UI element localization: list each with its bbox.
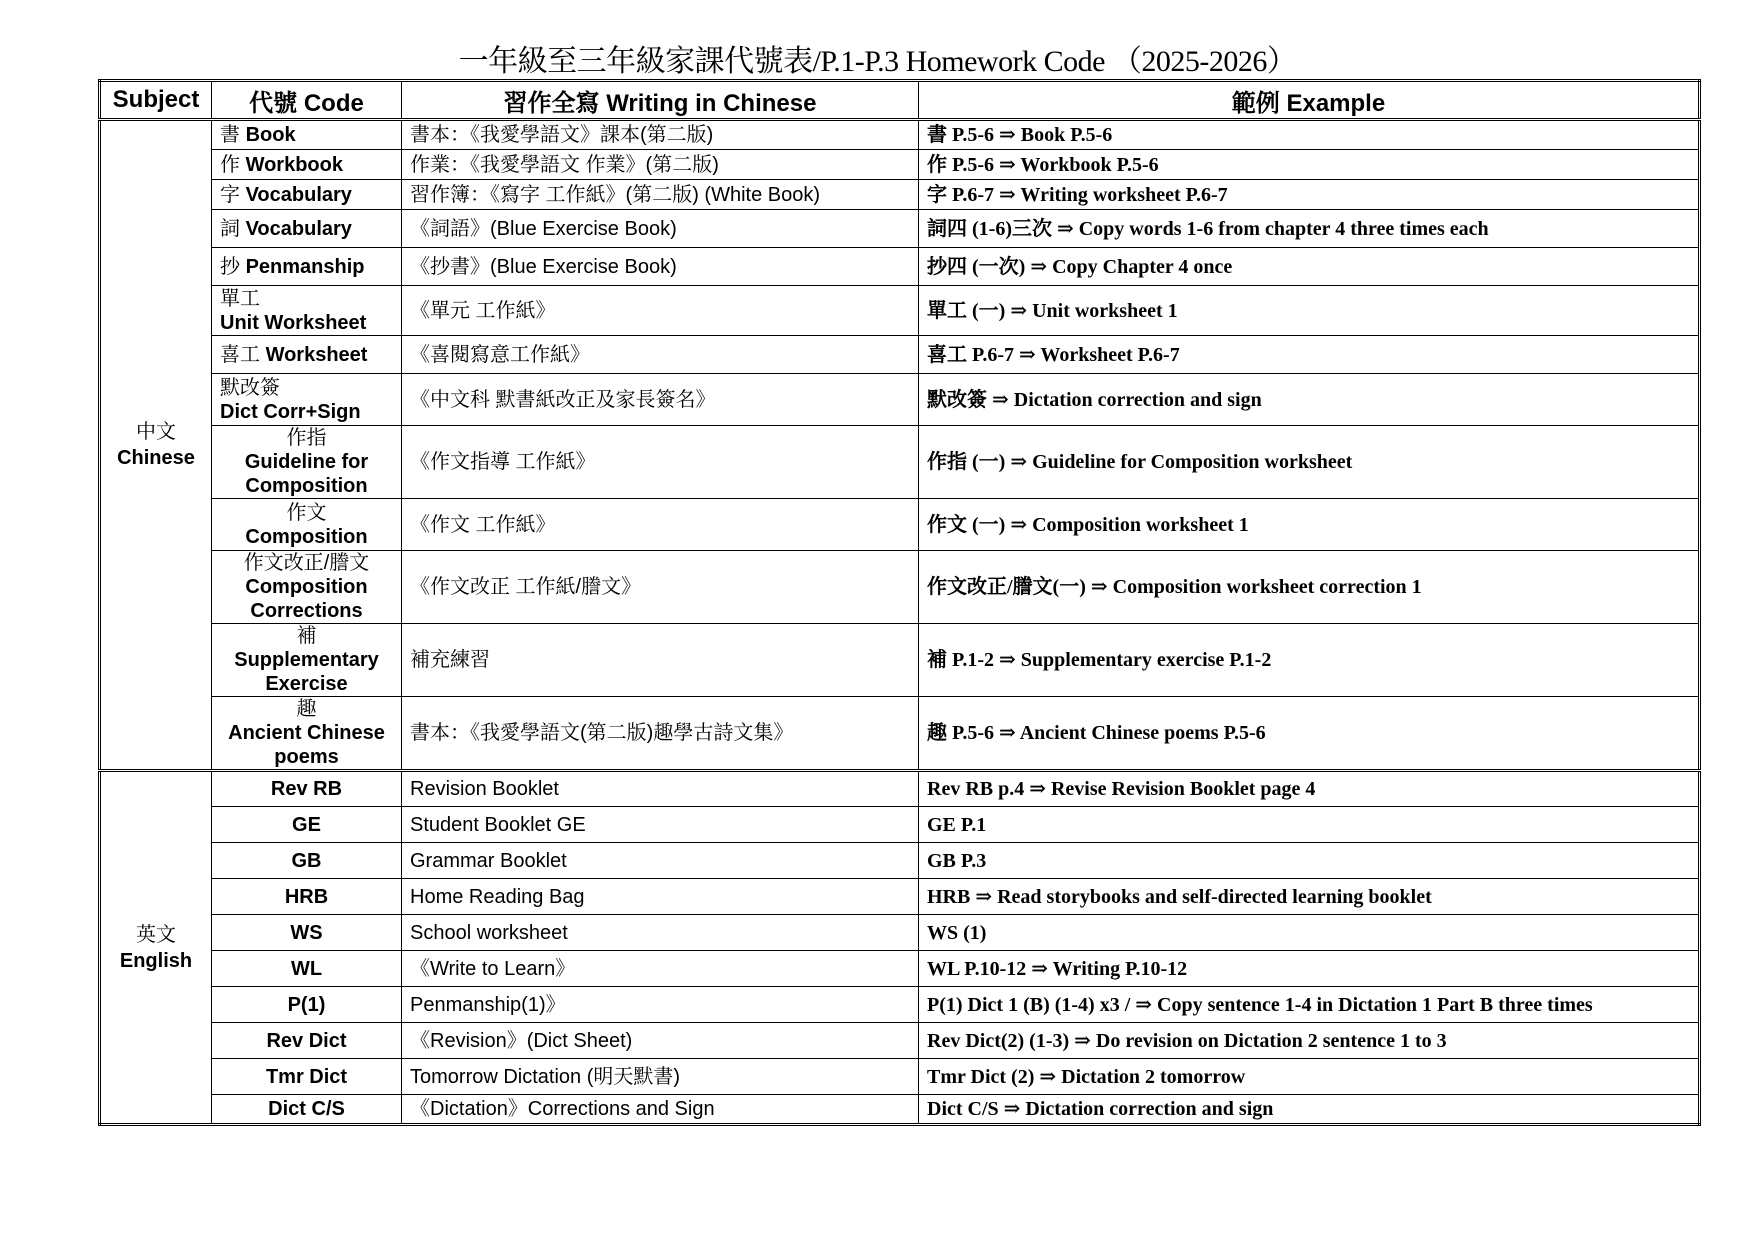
header-writing: 習作全寫 Writing in Chinese: [402, 81, 919, 120]
writing-cell: 《喜閱寫意工作紙》: [402, 336, 919, 374]
writing-cell: 《中文科 默書紙改正及家長簽名》: [402, 374, 919, 426]
table-row: [100, 210, 1700, 248]
example-cell: 書 P.5-6 ⇒ Book P.5-6: [919, 120, 1700, 150]
code-cell: Dict C/S: [212, 1095, 402, 1125]
example-cell: WS (1): [919, 915, 1700, 951]
example-cell: HRB ⇒ Read storybooks and self-directed learning booklet: [919, 879, 1700, 915]
writing-cell: School worksheet: [402, 915, 919, 951]
example-cell: Rev RB p.4 ⇒ Revise Revision Booklet page 4: [919, 771, 1700, 807]
subject-label-zh: 中文: [136, 421, 176, 443]
example-cell: 作文改正/謄文(一) ⇒ Composition worksheet correction 1: [919, 551, 1700, 624]
example-cell: 默改簽 ⇒ Dictation correction and sign: [919, 374, 1700, 426]
code-cell: [212, 499, 402, 551]
table-row: [100, 951, 1700, 987]
code-zh: 書: [220, 124, 240, 146]
code-cell: Tmr Dict: [212, 1059, 402, 1095]
writing-cell: Penmanship(1)》: [402, 987, 919, 1023]
writing-cell: 書本：《我愛學語文》課本(第二版): [402, 120, 919, 150]
writing-cell: 《單元 工作紙》: [402, 286, 919, 336]
code-cell: [212, 336, 402, 374]
subject-label-en: Chinese: [117, 447, 195, 469]
code-zh: 字: [220, 183, 240, 206]
example-cell: 抄四 (一次) ⇒ Copy Chapter 4 once: [919, 248, 1700, 286]
header-row: [100, 81, 1700, 120]
code-zh: 作文改正/謄文: [243, 552, 370, 574]
code-cell: WS: [212, 915, 402, 951]
header-subject: Subject: [100, 81, 212, 120]
code-en: Supplementary Exercise: [234, 649, 379, 695]
example-cell: Rev Dict(2) (1-3) ⇒ Do revision on Dictation 2 sentence 1 to 3: [919, 1023, 1700, 1059]
code-cell: P(1): [212, 987, 402, 1023]
writing-cell: Home Reading Bag: [402, 879, 919, 915]
code-zh: 單工: [220, 287, 260, 310]
example-cell: P(1) Dict 1 (B) (1-4) x3 / ⇒ Copy sentence 1-4 in Dictation 1 Part B three times: [919, 987, 1700, 1023]
code-cell: [212, 551, 402, 624]
writing-cell: 《作文 工作紙》: [402, 499, 919, 551]
table-row: [100, 987, 1700, 1023]
code-zh: 作: [220, 153, 240, 176]
table-row: [100, 150, 1700, 180]
code-en: Penmanship: [245, 255, 365, 278]
table-row: [100, 374, 1700, 426]
code-cell: [212, 697, 402, 771]
table-row: [100, 624, 1700, 697]
writing-cell: Grammar Booklet: [402, 843, 919, 879]
code-cell: [212, 286, 402, 336]
writing-cell: Student Booklet GE: [402, 807, 919, 843]
example-cell: 作 P.5-6 ⇒ Workbook P.5-6: [919, 150, 1700, 180]
code-en: Composition Corrections: [245, 576, 368, 622]
writing-cell: 《詞語》(Blue Exercise Book): [402, 210, 919, 248]
code-cell: Rev RB: [212, 771, 402, 807]
english-section: [100, 771, 1700, 1125]
code-zh: 作文: [286, 501, 327, 524]
example-cell: GE P.1: [919, 807, 1700, 843]
example-cell: GB P.3: [919, 843, 1700, 879]
header-code: 代號 Code: [212, 81, 402, 120]
chinese-section: [100, 120, 1700, 771]
writing-cell: 《Dictation》Corrections and Sign: [402, 1095, 919, 1125]
code-cell: GE: [212, 807, 402, 843]
table-row: [100, 286, 1700, 336]
writing-cell: 補充練習: [402, 624, 919, 697]
writing-cell: 《Revision》(Dict Sheet): [402, 1023, 919, 1059]
code-cell: [212, 210, 402, 248]
table-row: [100, 180, 1700, 210]
code-zh: 作指: [286, 427, 327, 449]
table-row: [100, 1059, 1700, 1095]
code-zh: 趣: [296, 698, 317, 720]
example-cell: 單工 (一) ⇒ Unit worksheet 1: [919, 286, 1700, 336]
table-row: [100, 697, 1700, 771]
code-zh: 默改簽: [220, 376, 280, 399]
table-row: [100, 1095, 1700, 1125]
code-en: Book: [245, 124, 296, 146]
writing-cell: Revision Booklet: [402, 771, 919, 807]
table-row: [100, 426, 1700, 499]
example-cell: WL P.10-12 ⇒ Writing P.10-12: [919, 951, 1700, 987]
subject-label-en: English: [119, 949, 193, 972]
code-cell: [212, 150, 402, 180]
table-row: [100, 120, 1700, 150]
code-en: Dict Corr+Sign: [220, 400, 361, 423]
subject-label-zh: 英文: [136, 923, 176, 946]
example-cell: 作指 (一) ⇒ Guideline for Composition worksheet: [919, 426, 1700, 499]
writing-cell: 《Write to Learn》: [402, 951, 919, 987]
writing-cell: 《作文指導 工作紙》: [402, 426, 919, 499]
code-cell: [212, 374, 402, 426]
code-cell: HRB: [212, 879, 402, 915]
header-example: 範例 Example: [919, 81, 1700, 120]
example-cell: 補 P.1-2 ⇒ Supplementary exercise P.1-2: [919, 624, 1700, 697]
code-en: Worksheet: [265, 343, 368, 366]
example-cell: 字 P.6-7 ⇒ Writing worksheet P.6-7: [919, 180, 1700, 210]
code-cell: [212, 180, 402, 210]
code-zh: 補: [296, 625, 317, 647]
table-row: [100, 1023, 1700, 1059]
code-cell: Rev Dict: [212, 1023, 402, 1059]
code-en: Unit Worksheet: [220, 311, 367, 334]
code-cell: [212, 426, 402, 499]
code-en: Vocabulary: [245, 183, 352, 206]
subject-chinese: [100, 120, 212, 771]
page-title: 一年級至三年級家課代號表/P.1-P.3 Homework Code （2025-2026）: [458, 45, 1297, 78]
example-cell: 喜工 P.6-7 ⇒ Worksheet P.6-7: [919, 336, 1700, 374]
table-row: [100, 807, 1700, 843]
homework-code-table: [98, 79, 1701, 1126]
code-cell: [212, 624, 402, 697]
code-en: Ancient Chinese poems: [228, 722, 385, 768]
writing-cell: 習作簿：《寫字 工作紙》(第二版) (White Book): [402, 180, 919, 210]
writing-cell: Tomorrow Dictation (明天默書): [402, 1059, 919, 1095]
subject-english: [100, 771, 212, 1125]
writing-cell: 《作文改正 工作紙/謄文》: [402, 551, 919, 624]
example-cell: 作文 (一) ⇒ Composition worksheet 1: [919, 499, 1700, 551]
code-en: Workbook: [245, 153, 343, 176]
writing-cell: 《抄書》(Blue Exercise Book): [402, 248, 919, 286]
table-row: [100, 551, 1700, 624]
example-cell: Dict C/S ⇒ Dictation correction and sign: [919, 1095, 1700, 1125]
example-cell: 趣 P.5-6 ⇒ Ancient Chinese poems P.5-6: [919, 697, 1700, 771]
table-row: [100, 248, 1700, 286]
code-zh: 抄: [220, 255, 240, 278]
code-cell: GB: [212, 843, 402, 879]
code-zh: 詞: [220, 217, 240, 240]
code-en: Guideline for Composition: [244, 451, 369, 497]
table-row: [100, 771, 1700, 807]
example-cell: Tmr Dict (2) ⇒ Dictation 2 tomorrow: [919, 1059, 1700, 1095]
table-row: [100, 879, 1700, 915]
code-cell: [212, 120, 402, 150]
writing-cell: 作業：《我愛學語文 作業》(第二版): [402, 150, 919, 180]
writing-cell: 書本：《我愛學語文(第二版)趣學古詩文集》: [402, 697, 919, 771]
table-row: [100, 499, 1700, 551]
table-row: [100, 915, 1700, 951]
code-en: Composition: [245, 525, 368, 548]
table-row: [100, 336, 1700, 374]
code-cell: WL: [212, 951, 402, 987]
code-zh: 喜工: [220, 343, 260, 366]
table-row: [100, 843, 1700, 879]
example-cell: 詞四 (1-6)三次 ⇒ Copy words 1-6 from chapter 4 three times each: [919, 210, 1700, 248]
code-cell: [212, 248, 402, 286]
code-en: Vocabulary: [245, 217, 352, 240]
